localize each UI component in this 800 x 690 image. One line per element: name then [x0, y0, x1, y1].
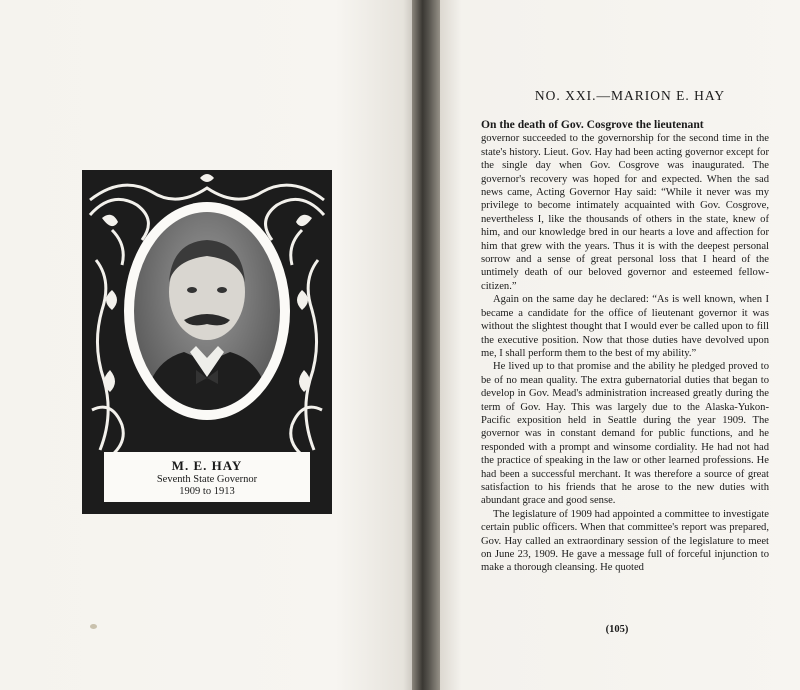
- paragraph-4: The legislature of 1909 had appointed a committee to investigate certain public officers. When that committee's report was prepared, Gov. Hay called an extraordinary session of the legislature to meet on June 23, 1909. He gave a message full of forceful injunction to make a thorough cleansing. He quoted: [481, 508, 769, 574]
- portrait-caption: [104, 452, 310, 502]
- paragraph-2: Again on the same day he declared: “As is well known, when I became a candidate for the office of lieutenant governor it was without the slightest thought that I would ever be called upon to fill the executive position. Now that those duties have devolved upon me, I shall perform them to the best of my ability.”: [481, 294, 769, 359]
- page-number: (105): [605, 624, 629, 635]
- portrait-photo: [134, 212, 280, 410]
- book-gutter: [412, 0, 442, 690]
- body-text: [481, 118, 769, 575]
- paragraph-3: He lived up to that promise and the ability he pledged proved to be of no mean quality. The extra gubernatorial duties that began to develop in Gov. Mead's administration increased greatly during the term of Gov. Hay. This was largely due to the Alaska-Yukon-Pacific exposition held in Seattle during the year 1909. The governor was in constant demand for public functions, and he responded with a prompt and winsome cordiality. He had not had the practice of speaking in the law or other learned professions. He had been a successful merchant. It was therefore a source of great satisfaction to his friends that he arose to the new duties with abundant grace and good sense.: [481, 361, 769, 507]
- portrait-frame: [82, 170, 332, 514]
- caption-name: M. E. HAY: [171, 458, 243, 473]
- chapter-heading: NO. XXI.—MARION E. HAY: [534, 88, 726, 103]
- paper-speck: [90, 624, 97, 629]
- caption-term: 1909 to 1913: [179, 486, 235, 497]
- paragraph-1: governor succeeded to the governorship for the second time in the state's history. Lieut. Gov. Hay had been acting governor except for the single day when Gov. Cosgrove was inaugurated. The governor's recovery was hoped for and expected. When the sad news came, Acting Governor Hay said: “While it never was my privilege to become intimately acquainted with Gov. Cosgrove, nevertheless I, like the thousands of others in the state, knew of him, and our knowledge bred in our hearts a love and affection for him that grew with the years. Thus it is with the deepest personal sorrow and a sense of great personal loss that I heard of the untimely death of our beloved governor and esteemed fellow-citizen.”: [481, 133, 769, 292]
- portrait-oval: [124, 202, 290, 420]
- man-portrait-icon: [134, 212, 280, 410]
- caption-title: Seventh State Governor: [156, 474, 258, 485]
- lead-line: On the death of Gov. Cosgrove the lieutenant: [481, 118, 704, 131]
